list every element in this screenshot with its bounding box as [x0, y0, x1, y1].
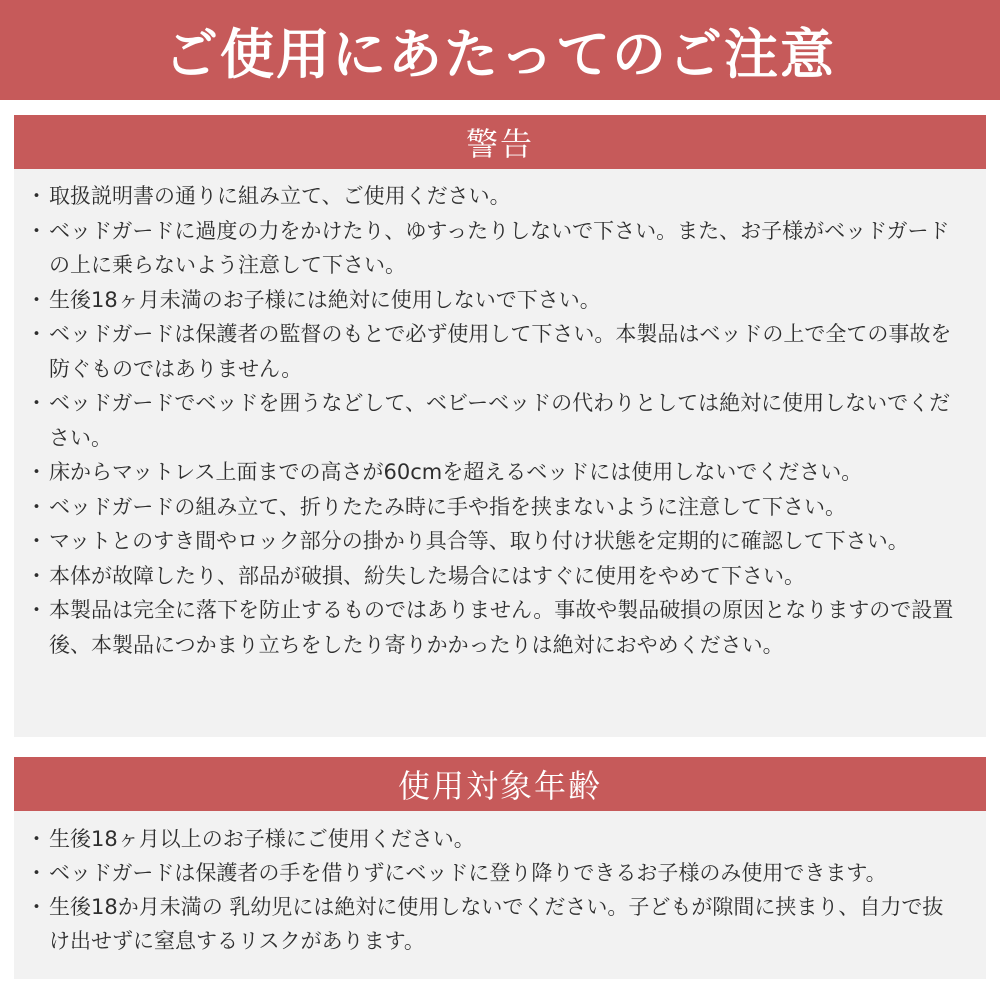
target-age-section	[14, 757, 986, 979]
list-item: ・ マットとのすき間やロック部分の掛かり具合等、取り付け状態を定期的に確認して下さい。	[34, 524, 956, 559]
target-age-list	[14, 811, 986, 958]
warning-header	[14, 115, 986, 169]
list-item: ・ ベッドガードの組み立て、折りたたみ時に手や指を挟まないように注意して下さい。	[34, 490, 956, 525]
list-item: ・ ベッドガードでベッドを囲うなどして、ベビーベッドの代わりとしては絶対に使用しないでください。	[34, 386, 956, 455]
page-title: ご使用にあたってのご注意	[164, 22, 836, 86]
list-item: ・ 本体が故障したり、部品が破損、紛失した場合にはすぐに使用をやめて下さい。	[34, 559, 956, 594]
title-banner	[0, 0, 1000, 100]
list-item: ・ ベッドガードは保護者の手を借りずにベッドに登り降りできるお子様のみ使用できます。	[34, 856, 956, 890]
list-item: ・ 生後18ヶ月未満のお子様には絶対に使用しないで下さい。	[34, 283, 956, 318]
list-item: ・ 本製品は完全に落下を防止するものではありません。事故や製品破損の原因となりますので設置後、本製品につかまり立ちをしたり寄りかかったりは絶対におやめください。	[34, 593, 956, 662]
list-item: ・ 床からマットレス上面までの高さが60cmを超えるベッドには使用しないでください。	[34, 455, 956, 490]
list-item: ・ ベッドガードに過度の力をかけたり、ゆすったりしないで下さい。また、お子様がベッドガードの上に乗らないよう注意して下さい。	[34, 214, 956, 283]
target-age-header	[14, 757, 986, 811]
warning-heading: 警告	[465, 125, 534, 163]
warning-list	[14, 169, 986, 662]
list-item: ・ 取扱説明書の通りに組み立て、ご使用ください。	[34, 179, 956, 214]
target-age-heading: 使用対象年齢	[397, 767, 602, 805]
warning-section	[14, 115, 986, 737]
list-item: ・ ベッドガードは保護者の監督のもとで必ず使用して下さい。本製品はベッドの上で全ての事故を防ぐものではありません。	[34, 317, 956, 386]
list-item: ・ 生後18か月未満の 乳幼児には絶対に使用しないでください。子どもが隙間に挟まり、自力で抜け出せずに窒息するリスクがあります。	[34, 890, 956, 958]
list-item: ・ 生後18ヶ月以上のお子様にご使用ください。	[34, 822, 956, 856]
